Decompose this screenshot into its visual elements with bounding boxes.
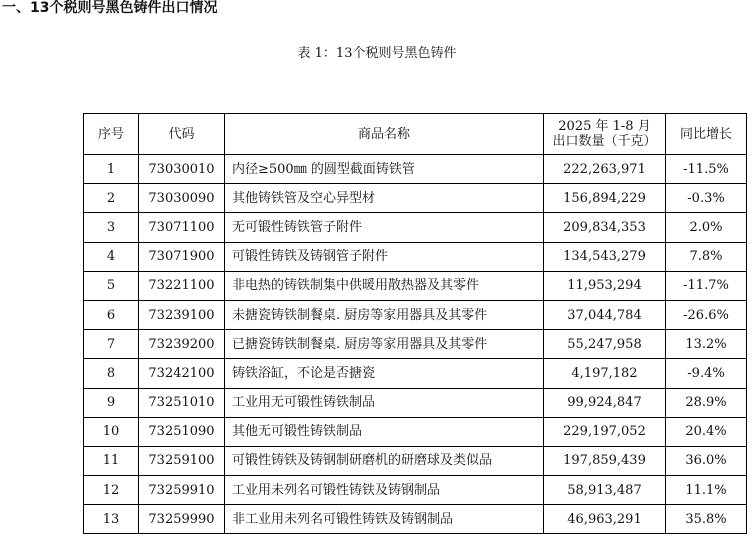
cell-code: 73239200 [139,330,225,359]
table-row [84,155,747,184]
cell-yoy: -11.7% [666,271,747,300]
table-row [84,388,747,417]
table-row [84,242,747,271]
cell-name: 可锻性铸铁及铸钢制研磨机的研磨球及类似品 [225,446,544,475]
table-row [84,359,747,388]
cell-index: 9 [84,388,139,417]
header-quantity-line2: 出口数量（千克） [552,134,657,149]
cell-yoy: 35.8% [666,505,747,534]
cell-name: 无可锻性铸铁管子附件 [225,213,544,242]
cell-index: 3 [84,213,139,242]
header-quantity [544,114,666,155]
cell-code: 73259910 [139,476,225,505]
header-code: 代码 [139,114,225,155]
header-name: 商品名称 [225,114,544,155]
cell-name: 非工业用未列名可锻性铸铁及铸钢制品 [225,505,544,534]
cell-code: 73030090 [139,184,225,213]
cell-quantity: 134,543,279 [544,242,666,271]
table-row [84,330,747,359]
cell-name: 非电热的铸铁制集中供暖用散热器及其零件 [225,271,544,300]
cell-code: 73221100 [139,271,225,300]
cell-code: 73071100 [139,213,225,242]
cell-code: 73251010 [139,388,225,417]
header-quantity-line1: 2025 年 1-8 月 [558,119,651,134]
cell-yoy: -26.6% [666,300,747,329]
cell-name: 可锻性铸铁及铸钢管子附件 [225,242,544,271]
cell-code: 73259990 [139,505,225,534]
cell-quantity: 209,834,353 [544,213,666,242]
cell-quantity: 46,963,291 [544,505,666,534]
cell-index: 12 [84,476,139,505]
cell-quantity: 99,924,847 [544,388,666,417]
cell-code: 73239100 [139,300,225,329]
table-header [84,114,747,155]
cell-yoy: -0.3% [666,184,747,213]
table-row [84,476,747,505]
cell-index: 5 [84,271,139,300]
cell-index: 6 [84,300,139,329]
table-body [84,155,747,534]
cell-quantity: 229,197,052 [544,417,666,446]
cell-index: 13 [84,505,139,534]
cell-yoy: 2.0% [666,213,747,242]
cell-index: 4 [84,242,139,271]
cell-index: 1 [84,155,139,184]
cell-name: 其他无可锻性铸铁制品 [225,417,544,446]
cell-code: 73259100 [139,446,225,475]
table-row [84,271,747,300]
table-row [84,300,747,329]
cell-quantity: 197,859,439 [544,446,666,475]
cell-code: 73242100 [139,359,225,388]
cell-quantity: 37,044,784 [544,300,666,329]
cell-quantity: 11,953,294 [544,271,666,300]
cell-yoy: 7.8% [666,242,747,271]
export-table [83,113,747,534]
cell-quantity: 55,247,958 [544,330,666,359]
cell-quantity: 4,197,182 [544,359,666,388]
cell-yoy: 11.1% [666,476,747,505]
cell-yoy: 36.0% [666,446,747,475]
cell-index: 2 [84,184,139,213]
cell-quantity: 156,894,229 [544,184,666,213]
cell-code: 73071900 [139,242,225,271]
cell-name: 其他铸铁管及空心异型材 [225,184,544,213]
cell-yoy: 28.9% [666,388,747,417]
cell-yoy: 13.2% [666,330,747,359]
cell-index: 10 [84,417,139,446]
cell-code: 73030010 [139,155,225,184]
section-heading: 一、13个税则号黑色铸件出口情况 [2,0,218,16]
table-row [84,184,747,213]
cell-index: 7 [84,330,139,359]
table-row [84,505,747,534]
cell-index: 8 [84,359,139,388]
table-row [84,446,747,475]
cell-yoy: 20.4% [666,417,747,446]
cell-name: 铸铁浴缸，不论是否搪瓷 [225,359,544,388]
cell-name: 工业用未列名可锻性铸铁及铸钢制品 [225,476,544,505]
header-index: 序号 [84,114,139,155]
table-row [84,213,747,242]
header-row [84,114,747,155]
cell-name: 已搪瓷铸铁制餐桌. 厨房等家用器具及其零件 [225,330,544,359]
cell-name: 未搪瓷铸铁制餐桌. 厨房等家用器具及其零件 [225,300,544,329]
cell-quantity: 58,913,487 [544,476,666,505]
table-row [84,417,747,446]
table-caption: 表 1：13个税则号黑色铸件 [297,46,457,61]
header-yoy: 同比增长 [666,114,747,155]
cell-index: 11 [84,446,139,475]
cell-code: 73251090 [139,417,225,446]
cell-yoy: -11.5% [666,155,747,184]
cell-quantity: 222,263,971 [544,155,666,184]
cell-name: 内径≥500㎜ 的圆型截面铸铁管 [225,155,544,184]
cell-name: 工业用无可锻性铸铁制品 [225,388,544,417]
cell-yoy: -9.4% [666,359,747,388]
